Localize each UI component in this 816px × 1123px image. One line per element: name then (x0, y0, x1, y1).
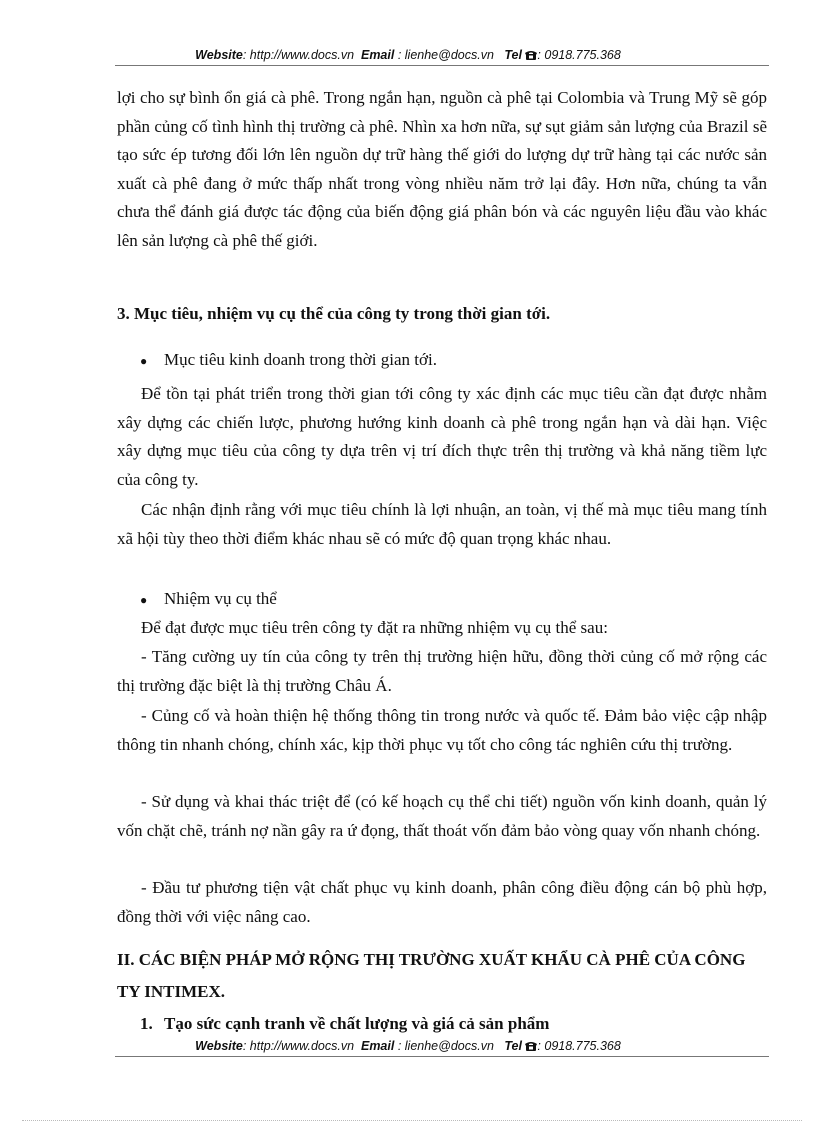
header-email-value[interactable]: : lienhe@docs.vn (397, 48, 494, 62)
footer-email-value[interactable]: : lienhe@docs.vn (397, 1039, 494, 1053)
header-rule (115, 65, 769, 66)
phone-icon (525, 48, 537, 58)
subsection-title: Tạo sức cạnh tranh về chất lượng và giá cả sản phẩm (164, 1014, 550, 1033)
subsection-number: 1. (140, 1014, 153, 1033)
header-tel-value: : 0918.775.368 (537, 48, 621, 62)
section-3-heading: 3. Mục tiêu, nhiệm vụ cụ thể của công ty trong thời gian tới. (117, 304, 551, 323)
paragraph-task-3: - Sử dụng và khai thác triệt để (có kế hoạch cụ thể chi tiết) nguồn vốn kinh doanh, quản lý vốn chặt chẽ, tránh nợ nần gây ra ứ đọng, thất thoát vốn đảm bảo vòng quay vốn nhanh chóng. (117, 792, 767, 840)
page-footer (0, 1038, 816, 1054)
footer-website-label: Website (195, 1039, 243, 1053)
paragraph-assessment: Các nhận định rằng với mục tiêu chính là lợi nhuận, an toàn, vị thế mà mục tiêu mang tính xã hội tùy theo thời điểm khác nhau sẽ có mức độ quan trọng khác nhau. (117, 500, 767, 548)
phone-icon (525, 1039, 537, 1049)
header-tel-label: Tel (504, 48, 522, 62)
header-website-value[interactable]: : http://www.docs.vn (242, 48, 355, 62)
paragraph-task-2: - Củng cố và hoàn thiện hệ thống thông tin trong nước và quốc tế. Đảm bảo việc cập nhập thông tin nhanh chóng, chính xác, kịp thời phục vụ tốt cho công tác nghiên cứu thị trường. (117, 706, 767, 754)
header-email-label: Email (360, 48, 395, 62)
footer-email-label: Email (360, 1039, 395, 1053)
bullet-item-business-goals (140, 346, 437, 375)
paragraph-task-1: - Tăng cường uy tín của công ty trên thị trường hiện hữu, đồng thời củng cố mở rộng các thị trường đặc biệt là thị trường Châu Á. (117, 647, 767, 695)
header-website-label: Website (195, 48, 243, 62)
bullet-icon: ● (140, 354, 148, 368)
paragraph-task-4: - Đầu tư phương tiện vật chất phục vụ kinh doanh, phân công điều động cán bộ phù hợp, đồng thời với việc nâng cao. (117, 878, 767, 926)
paragraph-tasks-intro: Để đạt được mục tiêu trên công ty đặt ra những nhiệm vụ cụ thể sau: (141, 618, 608, 637)
page-header (0, 47, 816, 63)
bullet-text: Nhiệm vụ cụ thể (164, 589, 277, 608)
bullet-item-specific-tasks (140, 585, 277, 614)
section-II-heading: II. CÁC BIỆN PHÁP MỞ RỘNG THỊ TRƯỜNG XUẤT KHẨU CÀ PHÊ CỦA CÔNG TY INTIMEX. (117, 950, 746, 1001)
footer-tel-value: : 0918.775.368 (537, 1039, 621, 1053)
paragraph-intro: lợi cho sự bình ổn giá cà phê. Trong ngắn hạn, nguồn cà phê tại Colombia và Trung Mỹ sẽ góp phần củng cố tình hình thị trường cà phê. Nhìn xa hơn nữa, sự sụt giảm sản lượng của Brazil sẽ tạo sức ép tương đối lớn lên nguồn dự trữ hàng thế giới do lượng dự trữ hàng tại các nước sản xuất cà phê đang ở mức thấp nhất trong vòng nhiều năm trở lại đây. Hơn nữa, chúng ta vẫn chưa thể đánh giá được tác động của biến động giá phân bón và các nguyên liệu đầu vào khác lên sản lượng cà phê thế giới. (117, 88, 767, 250)
bullet-icon: ● (140, 593, 148, 607)
footer-website-value[interactable]: : http://www.docs.vn (242, 1039, 355, 1053)
bullet-text: Mục tiêu kinh doanh trong thời gian tới. (164, 350, 437, 369)
page-edge-divider (22, 1120, 802, 1121)
footer-tel-label: Tel (504, 1039, 522, 1053)
footer-rule (115, 1056, 769, 1057)
subsection-1-heading (140, 1010, 549, 1038)
paragraph-goals: Để tồn tại phát triển trong thời gian tới công ty xác định các mục tiêu cần đạt được nhằm xây dựng các chiến lược, phương hướng kinh doanh cà phê trong ngắn hạn và dài hạn. Việc xây dựng mục tiêu của công ty dựa trên vị trí đích thực trên thị trường và khả năng tiềm lực của công ty. (117, 384, 767, 489)
